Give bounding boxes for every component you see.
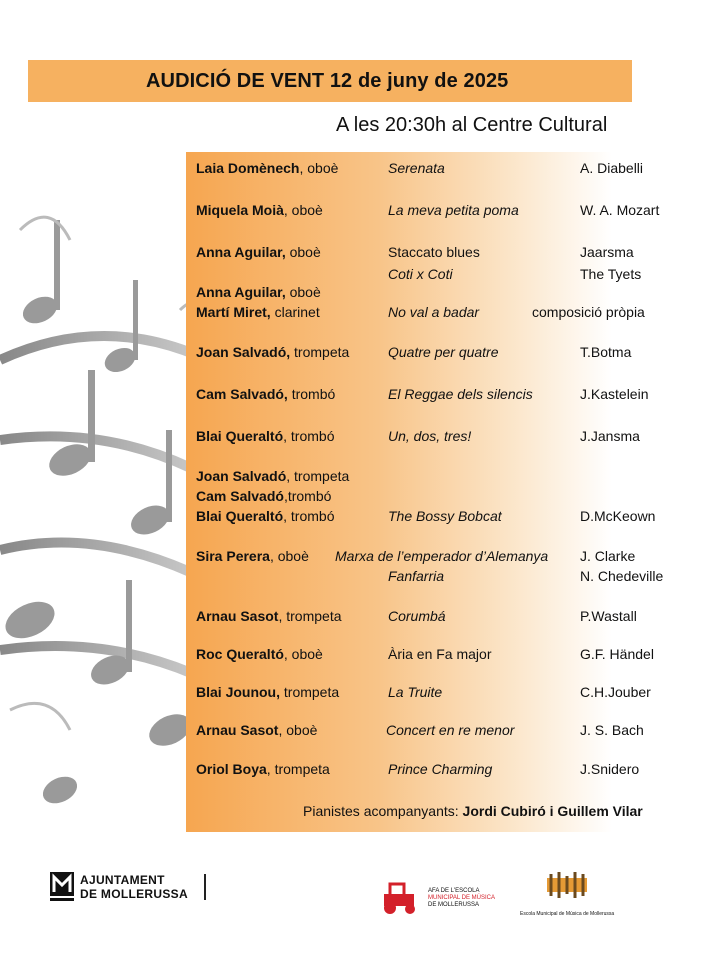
event-subtitle: A les 20:30h al Centre Cultural xyxy=(336,114,608,136)
performer-name: Sira Perera xyxy=(196,548,270,564)
composer: T.Botma xyxy=(580,344,632,360)
performer xyxy=(196,202,323,218)
piece-title: Ària en Fa major xyxy=(388,646,492,662)
piece-title: Prince Charming xyxy=(388,761,493,777)
performer-instrument: oboè xyxy=(285,284,321,300)
composer: C.H.Jouber xyxy=(580,684,651,700)
program-entry xyxy=(196,468,696,528)
performer-instrument: ,trombó xyxy=(283,488,332,504)
performer-instrument: , oboè xyxy=(283,646,323,662)
program-entry xyxy=(196,646,696,666)
program-line xyxy=(196,160,696,180)
composer: Jaarsma xyxy=(580,244,634,260)
performer xyxy=(196,386,335,402)
program-entry xyxy=(196,386,696,406)
performer-instrument: , oboè xyxy=(269,548,309,564)
composer: D.McKeown xyxy=(580,508,656,524)
ajuntament-logo xyxy=(50,872,206,902)
performer xyxy=(196,304,320,320)
program-entry xyxy=(196,244,696,324)
afa-line2: MUNICIPAL DE MÚSICA xyxy=(428,894,496,901)
performer-instrument: trompeta xyxy=(290,344,350,360)
performer-instrument: , trombó xyxy=(283,508,335,524)
performer xyxy=(196,244,321,260)
performer-name: Blai Queraltó xyxy=(196,508,284,524)
performer-instrument: clarinet xyxy=(270,304,320,320)
program-line xyxy=(196,568,696,588)
title-banner xyxy=(28,60,632,102)
composer: J. Clarke xyxy=(580,548,636,564)
afa-line3: DE MOLLERUSSA xyxy=(428,901,480,908)
ajuntament-line1: AJUNTAMENT xyxy=(80,873,165,887)
performer-name: Roc Queraltó xyxy=(196,646,284,662)
performer xyxy=(196,646,323,662)
piece-title: Corumbá xyxy=(388,608,446,624)
performer xyxy=(196,344,349,360)
program-entry xyxy=(196,160,696,180)
composer: W. A. Mozart xyxy=(580,202,660,218)
composer: J. S. Bach xyxy=(580,722,644,738)
performer-name: Cam Salvadó, xyxy=(196,386,288,402)
pianists-credit xyxy=(303,803,643,819)
piece-title: Un, dos, tres! xyxy=(388,428,472,444)
performer xyxy=(196,761,330,777)
performer xyxy=(196,284,321,300)
program-line xyxy=(196,508,696,528)
program-line xyxy=(196,386,696,406)
piece-title: La Truite xyxy=(388,684,443,700)
composer: J.Kastelein xyxy=(580,386,649,402)
composer: J.Jansma xyxy=(580,428,640,444)
performer-instrument: oboè xyxy=(285,244,321,260)
piece-title: Coti x Coti xyxy=(388,266,453,282)
program-line xyxy=(196,468,696,488)
escola-caption: Escola Municipal de Música de Mollerussa xyxy=(520,911,615,917)
performer-instrument: , oboè xyxy=(299,160,339,176)
program-line xyxy=(196,266,696,284)
piece-title: El Reggae dels silencis xyxy=(388,386,533,402)
program-entry xyxy=(196,428,696,448)
performer-name: Blai Queraltó xyxy=(196,428,284,444)
piece-title: Quatre per quatre xyxy=(388,344,499,360)
program-line xyxy=(196,646,696,666)
program-entry xyxy=(196,344,696,364)
ajuntament-m-icon xyxy=(50,872,74,902)
performer-instrument: , trompeta xyxy=(278,608,342,624)
program-entry xyxy=(196,722,696,742)
performer xyxy=(196,508,335,524)
program-line xyxy=(196,244,696,266)
program-line xyxy=(196,344,696,364)
performer xyxy=(196,548,309,564)
pianists-label: Pianistes acompanyants: xyxy=(303,803,463,819)
program-line xyxy=(196,684,696,704)
program-line xyxy=(196,304,696,324)
performer-instrument: , trompeta xyxy=(286,468,350,484)
performer-name: Arnau Sasot xyxy=(196,608,279,624)
performer-name: Joan Salvadó xyxy=(196,468,287,484)
program-entry xyxy=(196,202,696,222)
piece-title: Concert en re menor xyxy=(386,722,515,738)
afa-line1: AFA DE L'ESCOLA xyxy=(428,887,480,894)
composer: The Tyets xyxy=(580,266,642,282)
piece-title: La meva petita poma xyxy=(388,202,519,218)
composer: J.Snidero xyxy=(580,761,640,777)
performer xyxy=(196,468,349,484)
piece-title: The Bossy Bobcat xyxy=(388,508,502,524)
piece-title: Marxa de l’emperador d’Alemanya xyxy=(335,548,549,564)
performer-name: Anna Aguilar, xyxy=(196,244,286,260)
program-line xyxy=(196,722,696,742)
program-entry xyxy=(196,761,696,781)
composer: P.Wastall xyxy=(580,608,637,624)
performer-name: Cam Salvadó xyxy=(196,488,284,504)
composer: composició pròpia xyxy=(532,304,645,320)
performer-name: Oriol Boya xyxy=(196,761,267,777)
performer xyxy=(196,160,338,176)
performer-instrument: trombó xyxy=(287,386,336,402)
performer-name: Martí Miret, xyxy=(196,304,271,320)
performer xyxy=(196,608,342,624)
piece-title: Fanfarria xyxy=(388,568,445,584)
performer-name: Blai Jounou, xyxy=(196,684,280,700)
performer-name: Joan Salvadó, xyxy=(196,344,291,360)
program-entry xyxy=(196,684,696,704)
program-entry xyxy=(196,608,696,628)
afa-logo xyxy=(380,880,495,916)
composer: N. Chedeville xyxy=(580,568,664,584)
performer xyxy=(196,684,339,700)
program-line xyxy=(196,428,696,448)
program-line xyxy=(196,284,696,304)
performer-name: Laia Domènech xyxy=(196,160,300,176)
performer-instrument: , oboè xyxy=(283,202,323,218)
escola-municipal-logo xyxy=(520,870,614,917)
performer-name: Anna Aguilar, xyxy=(196,284,286,300)
performer-name: Miquela Moià xyxy=(196,202,284,218)
performer-instrument: , trombó xyxy=(283,428,335,444)
piece-title: Staccato blues xyxy=(388,244,480,260)
program-line xyxy=(196,548,696,568)
performer-instrument: , trompeta xyxy=(266,761,330,777)
performer xyxy=(196,722,317,738)
logo-divider xyxy=(204,874,206,900)
piece-title: Serenata xyxy=(388,160,445,176)
performer-instrument: , oboè xyxy=(278,722,318,738)
program-line xyxy=(196,488,696,508)
composer: G.F. Händel xyxy=(580,646,654,662)
pianists-names: Jordi Cubiró i Guillem Vilar xyxy=(462,803,643,819)
performer-name: Arnau Sasot xyxy=(196,722,279,738)
performer xyxy=(196,488,331,504)
event-title: AUDICIÓ DE VENT 12 de juny de 2025 xyxy=(146,69,509,92)
program-line xyxy=(196,202,696,222)
piece-title: No val a badar xyxy=(388,304,480,320)
composer: A. Diabelli xyxy=(580,160,644,176)
program-line xyxy=(196,761,696,781)
escola-emblem-icon xyxy=(537,870,597,904)
program-line xyxy=(196,608,696,628)
performer xyxy=(196,428,335,444)
program-entry xyxy=(196,548,696,588)
performer-instrument: trompeta xyxy=(280,684,340,700)
tractor-icon xyxy=(380,880,424,916)
ajuntament-line2: DE MOLLERUSSA xyxy=(80,887,188,901)
